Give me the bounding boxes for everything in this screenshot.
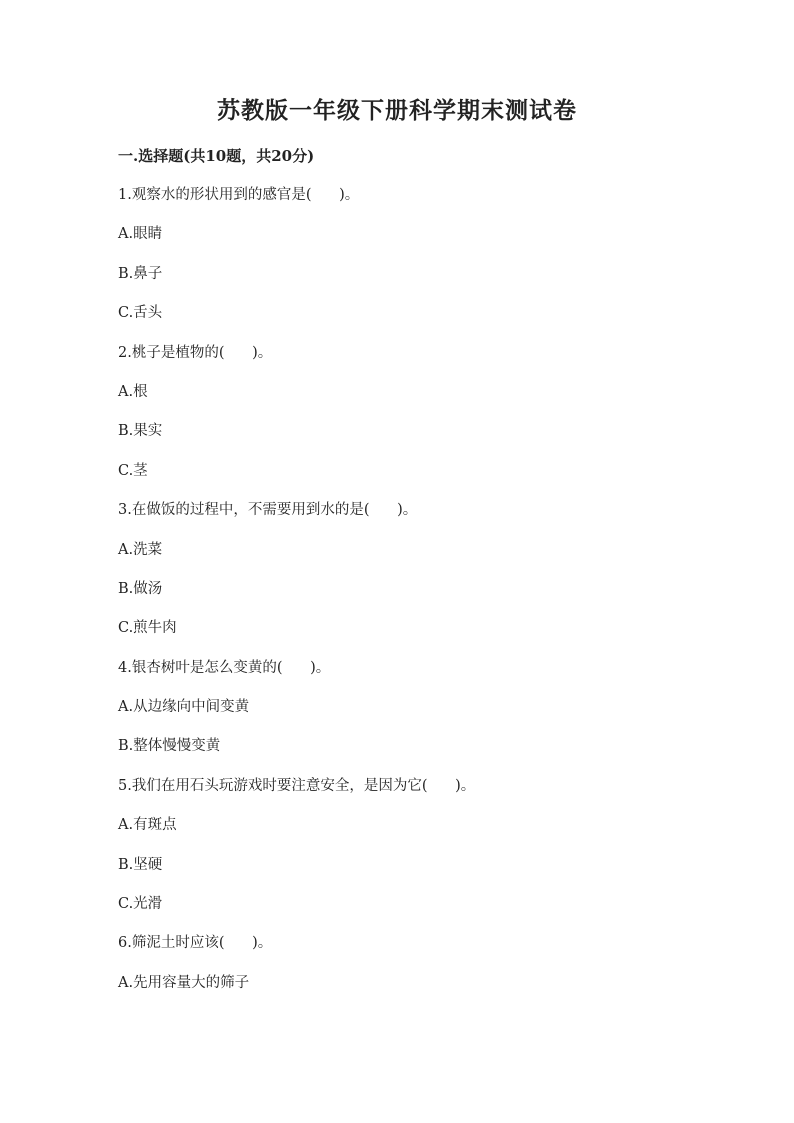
question-6: 6.筛泥土时应该( )。 (118, 935, 273, 952)
question-4: 4.银杏树叶是怎么变黄的( )。 (118, 659, 331, 676)
question-5-option-c: C.光滑 (118, 896, 163, 913)
question-list (118, 184, 718, 1011)
question-5: 5.我们在用石头玩游戏时要注意安全，是因为它( )。 (118, 777, 476, 794)
question-1-option-a: A.眼睛 (118, 226, 163, 243)
question-5-option-a: A.有斑点 (118, 817, 177, 834)
question-1: 1.观察水的形状用到的感官是( )。 (118, 187, 360, 203)
question-3-option-c: C.煎牛肉 (118, 620, 177, 637)
question-5-option-b: B.坚硬 (118, 856, 163, 873)
question-4-option-a: A.从边缘向中间变黄 (118, 699, 250, 716)
question-1-option-c: C.舌头 (118, 305, 163, 322)
question-3-option-a: A.洗菜 (118, 541, 163, 558)
question-2-option-b: B.果实 (118, 423, 163, 440)
section-heading: 一.选择题(共10题，共20分) (118, 147, 315, 165)
question-4-option-b: B.整体慢慢变黄 (118, 738, 221, 755)
question-3-option-b: B.做汤 (118, 580, 163, 597)
page-title: 苏教版一年级下册科学期末测试卷 (217, 97, 577, 124)
question-2-option-c: C.茎 (118, 462, 148, 479)
question-1-option-b: B.鼻子 (118, 265, 163, 282)
question-2-option-a: A.根 (118, 383, 148, 400)
question-6-option-a: A.先用容量大的筛子 (118, 974, 250, 991)
question-3: 3.在做饭的过程中，不需要用到水的是( )。 (118, 502, 418, 519)
question-2: 2.桃子是植物的( )。 (118, 344, 273, 361)
